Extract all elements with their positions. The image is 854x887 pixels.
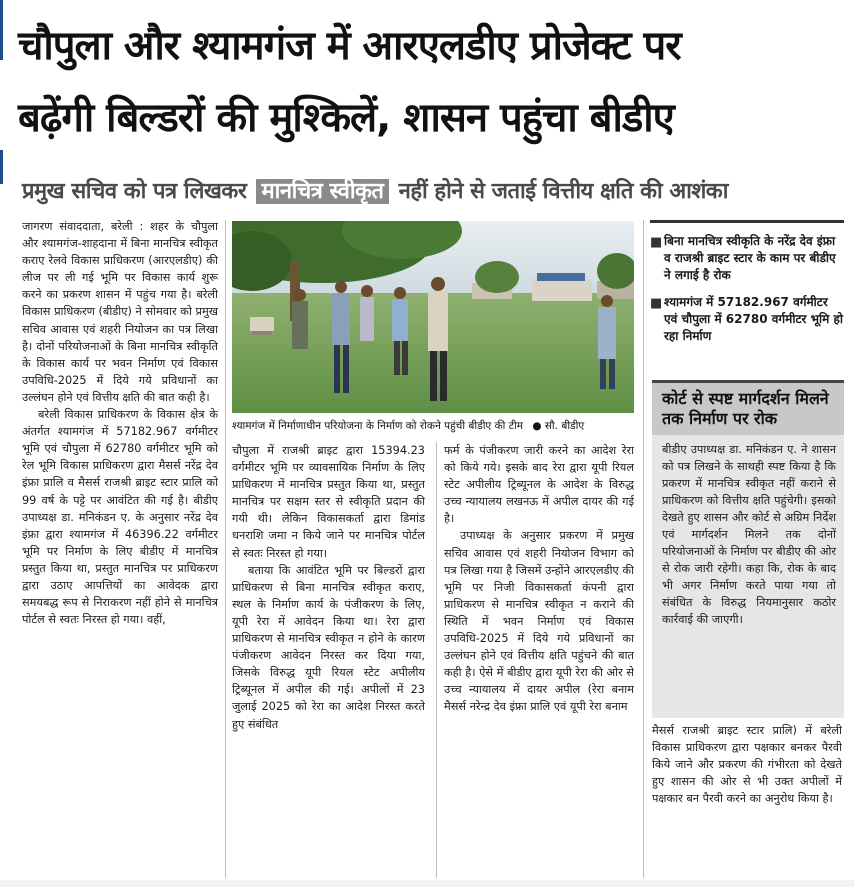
sidebar-bullet-text: श्यामगंज में 57182.967 वर्गमीटर एवं चौपुला में 62780 वर्गमीटर भूमि हो रहा निर्माण <box>664 295 843 343</box>
news-photo <box>232 221 634 413</box>
subheadline-highlight: मानचित्र स्वीकृत <box>256 179 390 204</box>
bullet-icon: ■ <box>650 235 663 250</box>
photo-illustration <box>232 221 634 413</box>
sidebar-box-body: बीडीए उपाध्यक्ष डा. मनिकंडन ए. ने शासन को पत्र लिखने के साथही स्पष्ट किया है कि प्रकरण में मानचित्र स्वीकृत नहीं कराने से प्राधिकरण को वित्तीय क्षति पहुंचेगी। इसको देखते हुए शासन और कोर्ट से अग्रिम निर्देश एवं मार्गदर्शन मिलने तक दोनों परियोजनाओं के निर्माण पर बीडीए की ओर से रोक जारी रहेगी। कहा कि, रोक के बाद भी अगर निर्माण करते पाया गया तो संबंधित के विरुद्ध नियमानुसार कठोर कार्रवाई की जाएगी। <box>662 443 836 626</box>
headline-line-2: बढ़ेंगी बिल्डरों की मुश्किलें, शासन पहुंचा बीडीए <box>18 95 674 141</box>
subheadline <box>22 172 728 212</box>
subheadline-after: नहीं होने से जताई वित्तीय क्षति की आशंका <box>398 179 728 204</box>
sidebar-highlights <box>650 220 844 373</box>
sidebar-box <box>652 380 844 718</box>
sidebar-bullet <box>650 233 844 284</box>
photo-credit: ● सौ. बीडीए <box>532 420 585 432</box>
article-paragraph: मैसर्स राजश्री ब्राइट स्टार प्रालि) में बरेली विकास प्राधिकरण द्वारा पक्षकार बनकर पैरवी किये जाने और प्रकरण की गंभीरता को देखते हुए शासन की ओर से भी उक्त अपीलों में पक्षकार बन पैरवी करने का अनुरोध किया है। <box>652 724 842 806</box>
column-divider <box>225 220 226 878</box>
article-paragraph: चौपुला में राजश्री ब्राइट द्वारा 15394.23 वर्गमीटर भूमि पर व्यावसायिक निर्माण के लिए प्राधिकरण में मानचित्र प्रस्तुत किया था, प्रस्तुत मानचित्र पर सक्षम स्तर से स्वीकृति प्रदान की गयी थी। लेकिन विकासकर्ता द्वारा डिमांड धनराशि जमा न किये जाने पर मानचित्र पोर्टल से स्वतः निरस्त हो गया। <box>232 444 425 560</box>
article-paragraph: उपाध्यक्ष के अनुसार प्रकरण में प्रमुख सचिव आवास एवं शहरी नियोजन विभाग को पत्र लिखा गया है जिसमें उन्होंने आरएलडीए की भूमि पर निजी विकासकर्ता कंपनी द्वारा प्राधिकरण से मानचित्र स्वीकृत न कराने की स्थिति में भवन निर्माण एवं विकास उपविधि-2025 में दिये गये प्रविधानों का उल्लंघन होने एवं वित्तीय क्षति पहुंचने की बात कही है। ऐसे में बीडीए द्वारा यूपी रेरा की ओर से उच्च न्यायालय में दायर अपील (रेरा बनाम मैसर्स नरेन्द्र देव इंफ्रा प्रालि एवं यूपी रेरा बनाम <box>444 529 634 714</box>
article-column-2 <box>232 442 425 878</box>
sidebar-bullet <box>650 294 844 345</box>
page-bottom-edge <box>0 880 854 887</box>
article-continuation <box>652 722 842 882</box>
article-paragraph: जागरण संवाददाता, बरेली : शहर के चौपुला और श्यामगंज-शाहदाना में बिना मानचित्र स्वीकृत कराए रेलवे विकास प्राधिकरण (आरएलडीए) की लीज पर ली गई भूमि पर विकास कार्य शुरू करने का प्रकरण शासन में पहुंच गया है। बरेली विकास प्राधिकरण (बीडीए) ने सोमवार को प्रमुख सचिव आवास एवं शहरी नियोजन का पत्र लिखा है। दोनों परियोजनाओं के बिना मानचित्र स्वीकृति के विकास कार्य पर भवन निर्माण एवं विकास उपविधि-2025 में दिये गये प्रविधानों का उल्लंघन होने एवं वित्तीय क्षति की बात कही है। <box>22 220 218 404</box>
photo-caption <box>232 416 634 436</box>
article-paragraph: बरेली विकास प्राधिकरण के विकास क्षेत्र के अंतर्गत श्यामगंज में 57182.967 वर्गमीटर भूमि एवं चौपुला में 62780 वर्गमीटर भूमि को रेल भूमि विकास प्राधिकरण द्वारा मैसर्स नरेंद्र देव इंफ्रा प्रालि व मैसर्स राजश्री ब्राइट स्टार प्रालि को 99 वर्ष के पट्टे पर आवंटित की गई है। बीडीए उपाध्यक्ष डा. मनिकंडन ए. के अनुसार नरेंद्र देव इंफ्रा द्वारा श्यामगंज में 46396.22 वर्गमीटर भूमि पर निर्माण के लिए बीडीए में मानचित्र प्रस्तुत किया था, प्रस्तुत मानचित्र पर प्राधिकरण द्वारा उठाए आपत्तियों का आवेदक द्वारा समयबद्ध रूप से निराकरण नहीं होने से मानचित्र पोर्टल से स्वतः निरस्त हो गया। वहीं, <box>22 408 218 627</box>
page-edge-marker <box>0 150 3 184</box>
photo-caption-text: श्यामगंज में निर्माणाधीन परियोजना के निर्माण को रोकने पहुंची बीडीए की टीम <box>232 420 523 432</box>
headline-line-1: चौपुला और श्यामगंज में आरएलडीए प्रोजेक्ट पर <box>18 23 681 69</box>
article-paragraph: बताया कि आवंटित भूमि पर बिल्डरों द्वारा प्राधिकरण से बिना मानचित्र स्वीकृत कराए, स्थल के निर्माण कार्य के पंजीकरण के लिए, यूपी रेरा में आवेदन किया था। रेरा द्वारा प्राधिकरण से मानचित्र स्वीकृत न होने के कारण पंजीकरण आवेदन निरस्त कर दिया गया, जिसके विरुद्ध यूपी रियल स्टेट अपीलीय ट्रिब्यूनल में अपील की गई। अपीलों में 23 जुलाई 2025 को रेरा का आदेश निरस्त करते हुए संबंधित <box>232 563 425 731</box>
sidebar-bullet-text: बिना मानचित्र स्वीकृति के नरेंद्र देव इंफ्रा व राजश्री ब्राइट स्टार के काम पर बीडीए ने लगाई है रोक <box>664 234 836 282</box>
article-column-3 <box>444 442 634 878</box>
article-column-1 <box>22 218 218 878</box>
column-divider <box>436 442 437 878</box>
page-edge-marker <box>0 0 3 60</box>
bullet-icon: ■ <box>650 296 663 311</box>
article-paragraph: फर्म के पंजीकरण जारी करने का आदेश रेरा को किये गये। इसके बाद रेरा द्वारा यूपी रियल स्टेट अपीलीय ट्रिब्यूनल के आदेश के विरुद्ध उच्च न्यायालय लखनऊ में अपील दायर की गई है। <box>444 444 634 526</box>
column-divider <box>643 220 644 878</box>
sidebar-box-title: कोर्ट से स्पष्ट मार्गदर्शन मिलने तक निर्माण पर रोक <box>652 380 844 435</box>
subheadline-before: प्रमुख सचिव को पत्र लिखकर <box>22 179 247 204</box>
